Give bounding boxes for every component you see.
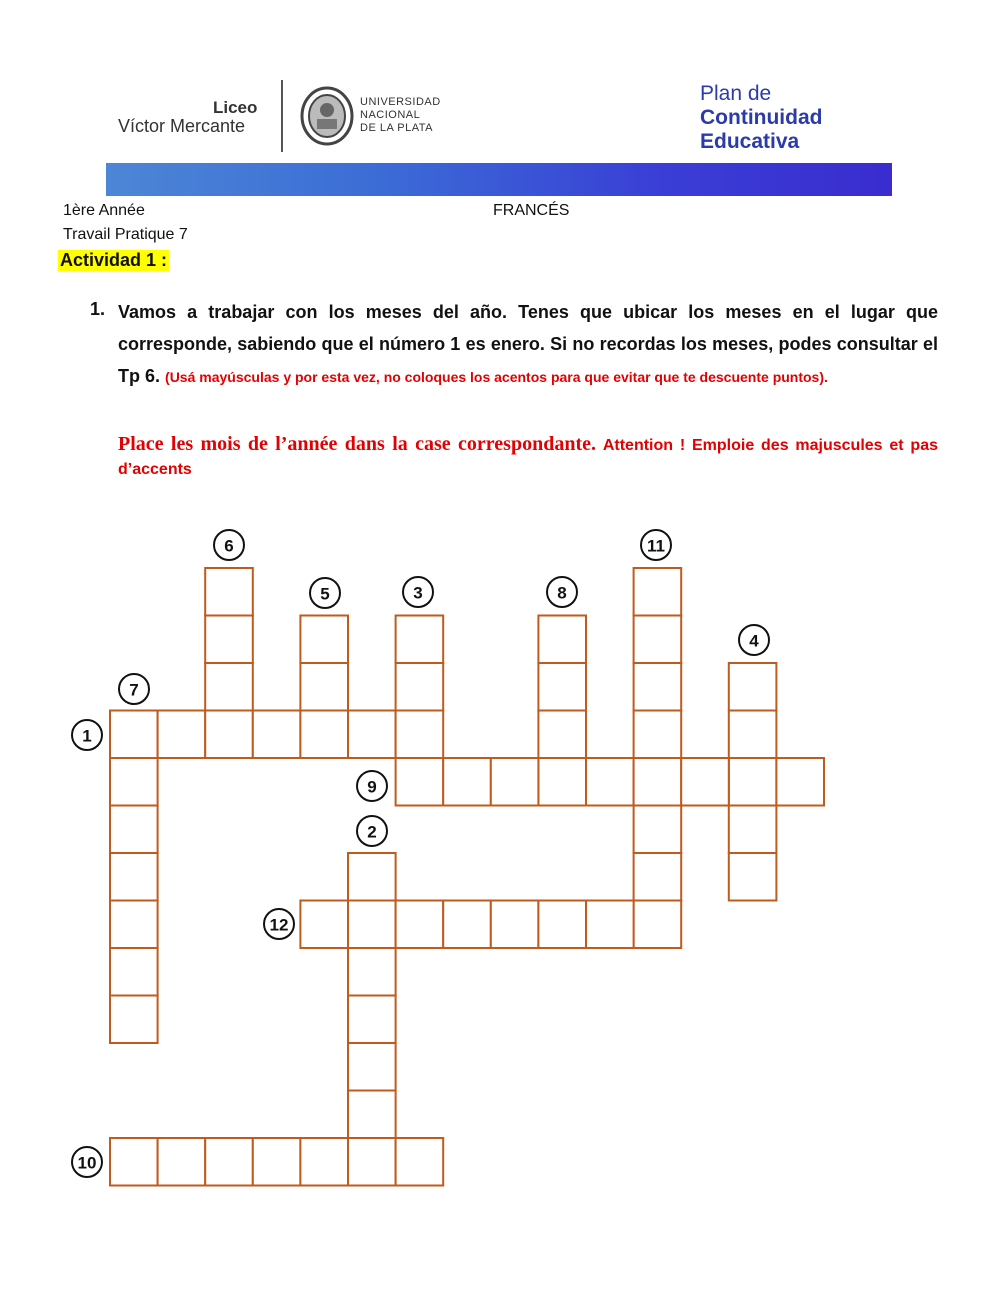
clue-number-6 (214, 530, 244, 560)
crossword-cell[interactable] (634, 758, 682, 806)
plan-line-2: Continuidad (700, 106, 823, 129)
crossword-cell[interactable] (396, 758, 444, 806)
school-name-line-1: Liceo (213, 98, 258, 117)
crossword-cell[interactable] (110, 806, 158, 854)
crossword-cell[interactable] (681, 758, 729, 806)
crossword-cell[interactable] (729, 806, 777, 854)
crossword-cell[interactable] (158, 711, 206, 759)
clue-number-11 (641, 530, 671, 560)
crossword-cell[interactable] (729, 853, 777, 901)
crossword-cell[interactable] (110, 996, 158, 1044)
school-name-line-2: Víctor Mercante (118, 116, 246, 136)
crossword-cell[interactable] (586, 758, 634, 806)
crossword-cell[interactable] (634, 711, 682, 759)
crossword-cell[interactable] (110, 1138, 158, 1186)
french-instruction-note: Attention ! Emploie des majuscules et pas d’accents (118, 437, 939, 478)
crossword-cell[interactable] (348, 711, 396, 759)
clue-number-7 (119, 674, 149, 704)
crossword-cell[interactable] (348, 853, 396, 901)
clue-number-9 (357, 771, 387, 801)
crossword-cell[interactable] (110, 948, 158, 996)
clue-number-text: 4 (749, 631, 759, 651)
crossword-cell[interactable] (538, 663, 586, 711)
crossword-cell[interactable] (634, 568, 682, 616)
instruction-main: Vamos a trabajar con los meses del año. Tenes que ubicar los meses en el lugar que corresponde, sabiendo que el número 1 es enero. Si no recordas los meses, podes consultar el Tp 6. (118, 302, 938, 386)
crossword-cell[interactable] (491, 758, 539, 806)
clue-number-text: 8 (557, 583, 567, 603)
clue-number-text: 1 (82, 726, 92, 746)
university-line-3: DE LA PLATA (360, 122, 433, 134)
crossword-cell[interactable] (300, 901, 348, 949)
crossword-cell[interactable] (396, 663, 444, 711)
subject-label: FRANCÉS (493, 202, 570, 219)
crossword-cell[interactable] (634, 616, 682, 664)
crossword-cell[interactable] (634, 663, 682, 711)
crossword-cell[interactable] (538, 616, 586, 664)
crossword-cell[interactable] (443, 901, 491, 949)
clue-number-5 (310, 578, 340, 608)
crossword-cell[interactable] (110, 901, 158, 949)
french-instruction-main: Place les mois de l’année dans la case correspondante. (118, 433, 596, 455)
crossword-cell[interactable] (348, 948, 396, 996)
crossword-cell[interactable] (443, 758, 491, 806)
crossword-cell[interactable] (300, 1138, 348, 1186)
clue-number-text: 7 (129, 680, 139, 700)
clue-number-8 (547, 577, 577, 607)
clue-number-text: 11 (647, 536, 665, 556)
crossword-cell[interactable] (205, 1138, 253, 1186)
crossword-cell[interactable] (253, 711, 301, 759)
clue-number-4 (739, 625, 769, 655)
crossword-cell[interactable] (634, 806, 682, 854)
crossword-cell[interactable] (205, 616, 253, 664)
clue-number-text: 9 (367, 777, 377, 797)
clue-number-text: 10 (77, 1153, 97, 1173)
crossword-cell[interactable] (396, 1138, 444, 1186)
clue-number-text: 5 (320, 584, 330, 604)
clue-number-10 (72, 1147, 102, 1177)
crossword-cell[interactable] (205, 663, 253, 711)
activity-title: Actividad 1 : (60, 250, 168, 270)
crossword-cell[interactable] (300, 711, 348, 759)
crossword-cell[interactable] (253, 1138, 301, 1186)
clue-number-2 (357, 816, 387, 846)
practice-label: Travail Pratique 7 (63, 226, 188, 243)
university-line-2: NACIONAL (360, 109, 421, 121)
clue-number-3 (403, 577, 433, 607)
crossword-cell[interactable] (396, 901, 444, 949)
crossword-cell[interactable] (491, 901, 539, 949)
crossword-cell[interactable] (729, 711, 777, 759)
instruction-number: 1. (90, 299, 106, 319)
crossword-cell[interactable] (110, 711, 158, 759)
clue-number-12 (264, 909, 294, 939)
crossword-cell[interactable] (348, 996, 396, 1044)
crossword-cell[interactable] (729, 663, 777, 711)
clue-number-1 (72, 720, 102, 750)
instruction-note: (Usá mayúsculas y por esta vez, no coloques los acentos para que evitar que te descuente puntos). (165, 369, 828, 385)
crossword-cell[interactable] (158, 1138, 206, 1186)
crossword-cell[interactable] (205, 568, 253, 616)
plan-line-3: Educativa (700, 130, 800, 153)
crossword-cell[interactable] (348, 1138, 396, 1186)
crossword-cell[interactable] (729, 758, 777, 806)
crossword-cell[interactable] (348, 1043, 396, 1091)
crossword-cell[interactable] (634, 901, 682, 949)
crossword-cell[interactable] (205, 711, 253, 759)
crossword-cell[interactable] (300, 663, 348, 711)
crossword-cell[interactable] (634, 853, 682, 901)
year-label: 1ère Année (63, 202, 145, 219)
clue-number-text: 12 (269, 915, 289, 935)
crossword-cell[interactable] (776, 758, 824, 806)
crossword-cell[interactable] (110, 853, 158, 901)
crossword-cell[interactable] (586, 901, 634, 949)
crossword-cell[interactable] (348, 901, 396, 949)
crossword-cell[interactable] (396, 711, 444, 759)
university-line-1: UNIVERSIDAD (360, 96, 441, 108)
crossword-cell[interactable] (110, 758, 158, 806)
crossword-cell[interactable] (538, 711, 586, 759)
crossword-cell[interactable] (348, 1091, 396, 1139)
crossword-cell[interactable] (538, 901, 586, 949)
crossword-cell[interactable] (396, 616, 444, 664)
plan-line-1: Plan de (700, 82, 772, 105)
crossword-cell[interactable] (538, 758, 586, 806)
clue-number-text: 3 (413, 583, 423, 603)
clue-number-text: 6 (224, 536, 234, 556)
clue-number-text: 2 (367, 822, 377, 842)
crossword-cell[interactable] (300, 616, 348, 664)
